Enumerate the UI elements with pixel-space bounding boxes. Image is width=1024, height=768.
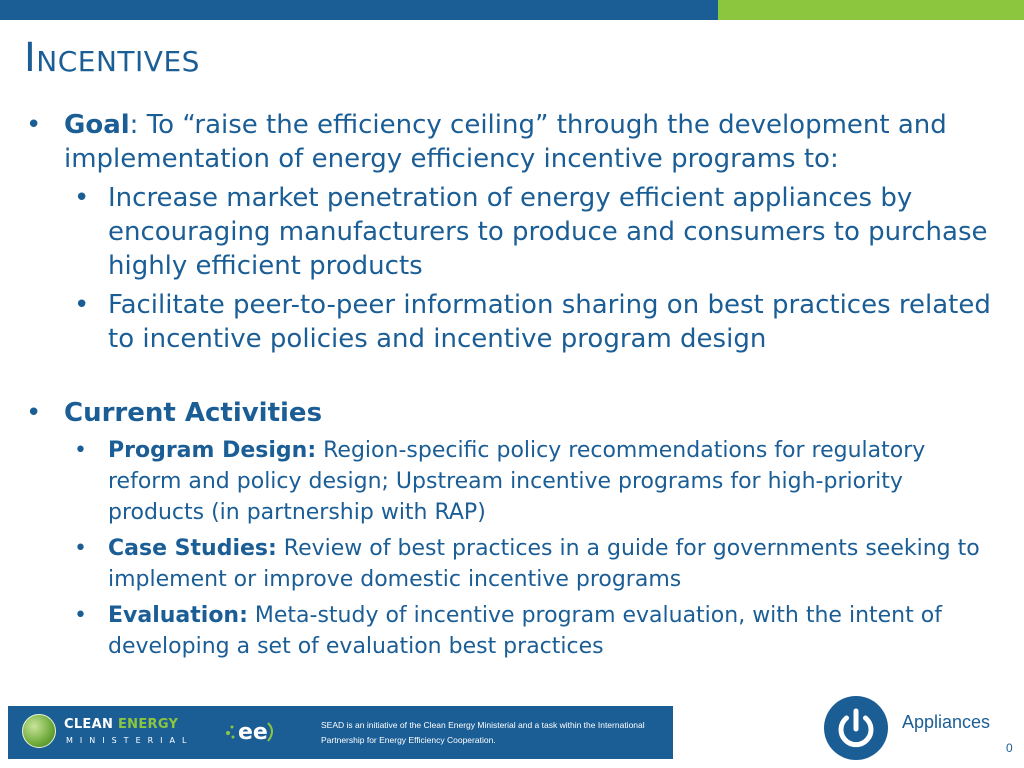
cem-logo-subtitle: MINISTERIAL (66, 736, 194, 745)
ipeec-logo-text: ee (238, 720, 268, 745)
bullet-icon: • (26, 110, 42, 140)
activity-item (24, 600, 999, 662)
activity-item (24, 533, 999, 595)
activities-bullet (24, 396, 999, 430)
top-bar-blue (0, 0, 718, 20)
slide-content (24, 108, 999, 662)
activities-label: Current Activities (64, 398, 323, 428)
top-bar-green (718, 0, 1024, 20)
activity-label: Case Studies: (108, 536, 277, 561)
spacer (24, 356, 999, 396)
activity-text: Review of best practices in a guide for governments seeking to implement or improve domestic incentive programs (108, 536, 980, 592)
slide-title: Incentives (24, 35, 200, 81)
bullet-icon: • (74, 438, 87, 463)
goal-label: Goal (64, 110, 130, 140)
goal-subitem (24, 288, 999, 356)
page-number: 0 (1006, 741, 1013, 755)
bullet-icon: • (74, 183, 90, 213)
activity-text: Meta-study of incentive program evaluation, with the intent of developing a set of evaluation best practices (108, 603, 942, 659)
cem-title-part1: CLEAN (64, 717, 114, 732)
bullet-icon: • (74, 603, 87, 628)
activity-item (24, 435, 999, 528)
goal-text: : To “raise the efficiency ceiling” through the development and implementation of energy efficiency incentive programs to: (64, 110, 947, 174)
goal-bullet (24, 108, 999, 176)
bullet-icon: • (26, 398, 42, 428)
activity-label: Evaluation: (108, 603, 248, 628)
goal-subitem-text: Facilitate peer-to-peer information sharing on best practices related to incentive policies and incentive program design (108, 290, 991, 354)
ipeec-logo-icon (220, 713, 280, 749)
activity-label: Program Design: (108, 438, 317, 463)
sead-disclaimer: SEAD is an initiative of the Clean Energy Ministerial and a task within the International Partnership for Energy Efficiency Cooperation. (321, 720, 645, 745)
globe-logo-icon (22, 714, 56, 748)
bullet-icon: • (74, 536, 87, 561)
cem-title-part2: ENERGY (117, 717, 179, 732)
activity-text: Region-specific policy recommendations for regulatory reform and policy design; Upstream incentive programs for high-priority products (in partnership with RAP) (108, 438, 926, 525)
goal-subitem (24, 181, 999, 283)
appliances-label: Appliances (902, 712, 991, 732)
power-icon (824, 696, 888, 760)
cem-logo-title (64, 717, 178, 732)
bullet-icon: • (74, 290, 90, 320)
goal-subitem-text: Increase market penetration of energy efficient appliances by encouraging manufacturers to produce and consumers to purchase highly efficient products (108, 183, 988, 281)
